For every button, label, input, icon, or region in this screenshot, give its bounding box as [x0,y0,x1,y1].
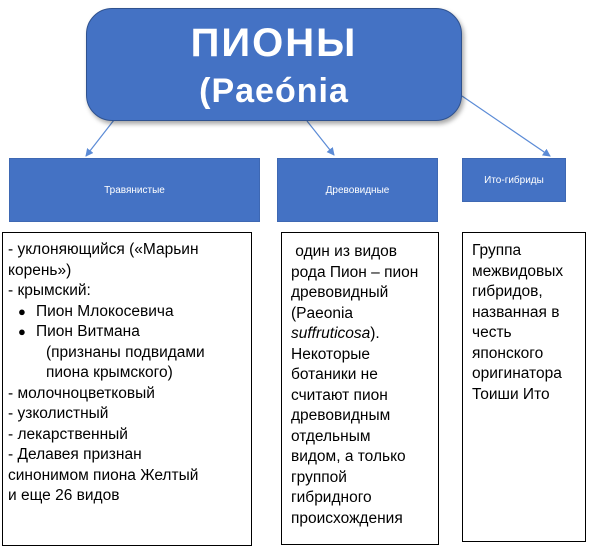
ito-line: честь [472,324,512,341]
tree-line: древовидным [291,407,391,424]
tree-line: гибридного [291,489,372,506]
root-title: ПИОНЫ [190,21,358,65]
category-tree [277,158,438,222]
herb-line: корень») [8,261,72,279]
bullet-dot-icon: ● [18,303,26,319]
tree-line: Некоторые [291,345,370,363]
root-latin-name: (Paeónia [199,72,349,110]
tree-line: древовидный [291,284,389,301]
tree-line: группой [291,468,347,486]
herbaceous-description-box [2,232,252,546]
connector-herbaceous [86,120,114,156]
connector-tree [307,121,334,155]
category-ito-hybrids [462,158,566,202]
herb-line: и еще 26 видов [8,487,120,504]
tree-line: (Paeonia [291,304,354,322]
connector-ito [462,96,550,156]
category-tree-label: Древовидные [325,184,390,196]
herb-line: - узколистный [8,405,109,422]
ito-line: гибридов, [472,283,543,300]
category-herbaceous [9,158,260,222]
tree-description-box [281,232,439,545]
root-node-peonies [86,8,462,121]
tree-latin-line [291,324,434,345]
ito-line: японского [472,344,544,362]
ito-description-box [462,232,586,542]
herb-bullet-text: Пион Млокосевича [36,302,174,320]
herb-bullet-item [8,302,245,323]
tree-line: один из видов [291,243,398,260]
herb-line: - молочноцветковый [8,384,155,402]
ito-line: Тоиши Ито [472,385,550,403]
herb-line: - Делавея признан [8,446,142,463]
category-herbaceous-label: Травянистые [104,184,165,196]
tree-line: происхождения [291,509,403,527]
herb-line: - уклоняющийся («Марьин [8,241,199,258]
herb-bullet-continuation: (признаны подвидами [46,343,205,361]
tree-line: отдельным [291,427,371,445]
tree-line: видом, а только [291,448,406,465]
herb-line: - крымский: [8,282,91,299]
herb-bullet-text: Пион Витмана [36,323,140,340]
herb-bullet-continuation: пиона крымского) [46,364,173,381]
tree-latin-suffix: ). [370,325,380,342]
tree-line: рода Пион – пион [291,263,419,281]
tree-line: считают пион [291,386,388,404]
ito-line: оригинатора [472,365,562,382]
tree-line: ботаники не [291,366,378,383]
tree-latin-species: suffruticosa [291,325,371,342]
herb-bullet-item [8,322,245,343]
ito-line: Группа [472,242,522,259]
ito-line: названная в [472,303,560,321]
ito-line: межвидовых [472,262,564,280]
category-ito-label: Ито-гибриды [484,174,544,186]
herb-line: синонимом пиона Желтый [8,466,199,484]
bullet-dot-icon: ● [18,324,26,339]
herb-line: - лекарственный [8,425,128,443]
